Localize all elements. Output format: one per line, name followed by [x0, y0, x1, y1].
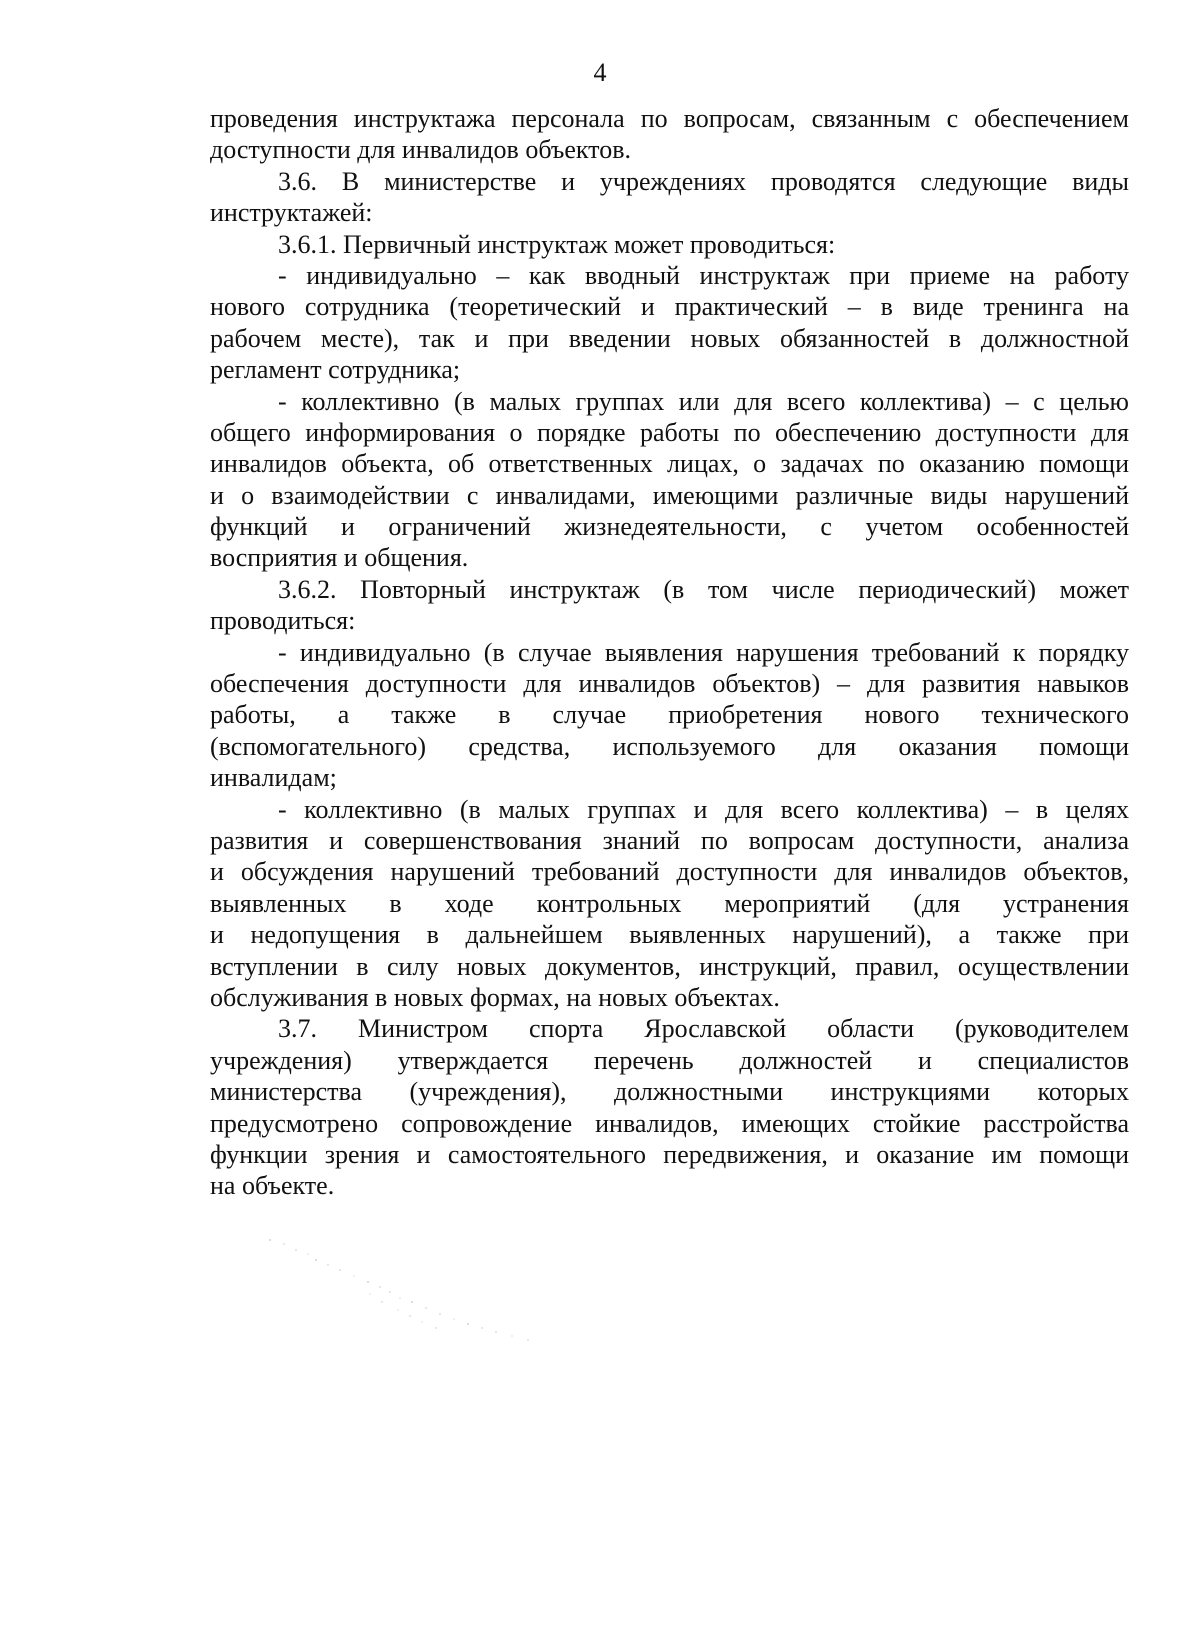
text-line: восприятия и общения. [210, 543, 469, 573]
text-line: работы, а также в случае приобретения нового технического [210, 700, 1129, 730]
text-line: учреждения) утверждается перечень должностей и специалистов [210, 1045, 1129, 1075]
text-line: рабочем месте), так и при введении новых обязанностей в должностной [210, 323, 1129, 353]
scan-speckle [250, 1232, 580, 1347]
text-line: - индивидуально – как вводный инструктаж при приеме на работу [278, 260, 1129, 290]
text-line: инструктажей: [210, 198, 373, 228]
text-line: (вспомогательного) средства, используемого для оказания помощи [210, 731, 1129, 761]
paragraph-3-7 [210, 1013, 1129, 1201]
text-line: 3.6.1. Первичный инструктаж может проводиться: [278, 229, 836, 259]
text-line: функции зрения и самостоятельного передвижения, и оказание им помощи [210, 1139, 1129, 1169]
text-line: 3.6.2. Повторный инструктаж (в том числе периодический) может [278, 574, 1129, 604]
text-line: 3.7. Министром спорта Ярославской области (руководителем [278, 1014, 1129, 1044]
text-line: 3.6. В министерстве и учреждениях проводятся следующие виды [278, 166, 1129, 196]
text-line: обслуживания в новых формах, на новых объектах. [210, 982, 780, 1012]
text-line: министерства (учреждения), должностными инструкциями которых [210, 1077, 1129, 1107]
list-item-collective-primary [210, 386, 1129, 574]
text-line: проведения инструктажа персонала по вопросам, связанным с обеспечением [210, 104, 1129, 133]
text-line: обеспечения доступности для инвалидов объектов) – для развития навыков [210, 669, 1129, 699]
text-line: инвалидам; [210, 763, 337, 793]
text-line: доступности для инвалидов объектов. [210, 135, 631, 165]
text-line: предусмотрено сопровождение инвалидов, имеющих стойкие расстройства [210, 1108, 1129, 1138]
page-number: 4 [593, 58, 607, 87]
paragraph-3-6-1 [210, 229, 1129, 260]
text-line: вступлении в силу новых документов, инструкций, правил, осуществлении [210, 951, 1129, 981]
paragraph-3-6 [210, 166, 1129, 229]
text-line: развития и совершенствования знаний по вопросам доступности, анализа [210, 825, 1129, 855]
text-line: выявленных в ходе контрольных мероприятий (для устранения [210, 888, 1129, 918]
paragraph-continuation [210, 103, 1129, 166]
list-item-collective-repeat [210, 794, 1129, 1014]
text-line: - коллективно (в малых группах и для всего коллектива) – в целях [278, 794, 1129, 824]
text-line: функций и ограничений жизнедеятельности, с учетом особенностей [210, 512, 1129, 542]
text-line: - коллективно (в малых группах или для всего коллектива) – с целью [278, 386, 1129, 416]
text-line: проводиться: [210, 606, 356, 636]
paragraph-3-6-2 [210, 574, 1129, 637]
text-line: и обсуждения нарушений требований доступности для инвалидов объектов, [210, 857, 1129, 887]
text-line: на объекте. [210, 1171, 335, 1201]
text-line: нового сотрудника (теоретический и практический – в виде тренинга на [210, 292, 1129, 322]
list-item-individual-repeat [210, 637, 1129, 794]
text-line: инвалидов объекта, об ответственных лицах, о задачах по оказанию помощи [210, 449, 1129, 479]
text-line: - индивидуально (в случае выявления нарушения требований к порядку [278, 637, 1129, 667]
text-line: и недопущения в дальнейшем выявленных нарушений), а также при [210, 920, 1129, 950]
text-line: общего информирования о порядке работы по обеспечению доступности для [210, 417, 1129, 447]
text-line: и о взаимодействии с инвалидами, имеющими различные виды нарушений [210, 480, 1129, 510]
list-item-individual-primary [210, 260, 1129, 386]
text-line: регламент сотрудника; [210, 355, 461, 385]
document-body [210, 103, 1129, 1202]
